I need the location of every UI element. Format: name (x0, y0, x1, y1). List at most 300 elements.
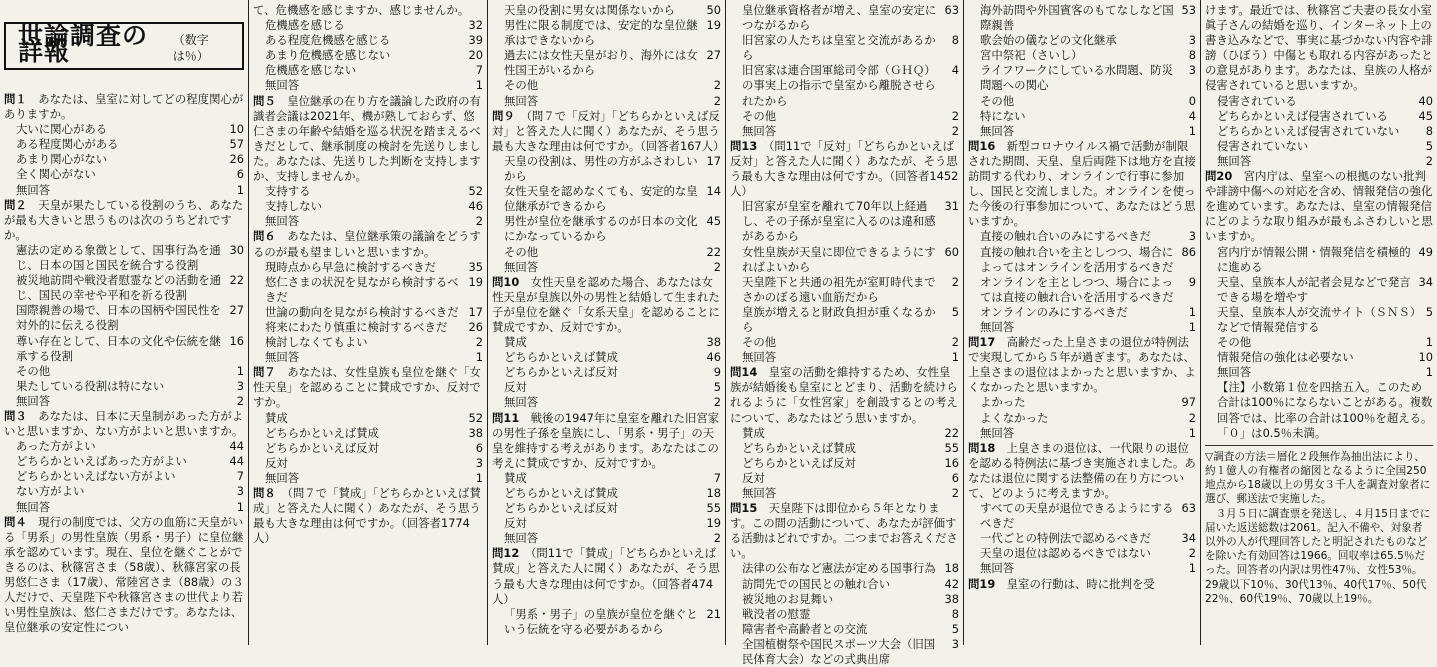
answer-label: ある程度関心がある (16, 137, 119, 152)
answer-percent: 2 (713, 259, 721, 274)
question-text (4, 198, 244, 243)
answer-row (968, 395, 1196, 410)
answer-percent: 3 (1188, 229, 1196, 244)
question-text (730, 365, 959, 425)
answer-label: 海外訪問や外国賓客のもてなしなど国際親善 (980, 3, 1174, 33)
answer-row (492, 94, 721, 109)
answer-row (4, 303, 244, 333)
answer-percent: 2 (951, 274, 959, 289)
answer-row (968, 3, 1196, 33)
answer-percent: 2 (1425, 153, 1433, 168)
answer-row (492, 18, 721, 48)
answer-label: 現時点から早急に検討するべきだ (265, 259, 436, 274)
answer-row (730, 109, 959, 124)
page-title: 世論調査の詳報 (18, 21, 149, 66)
answer-percent: 46 (706, 350, 721, 365)
answer-row (968, 546, 1196, 561)
answer-row (730, 561, 959, 576)
answer-percent: 38 (944, 591, 959, 606)
answer-percent: 14 (706, 184, 721, 199)
question-text (4, 409, 244, 439)
answer-percent: 45 (1418, 108, 1433, 123)
answer-row (730, 441, 959, 456)
answer-label: 賛成 (265, 410, 288, 425)
question-text (968, 335, 1196, 395)
question-number: 問13 (730, 138, 758, 153)
answer-label: 無回答 (16, 182, 51, 197)
answer-row (1205, 335, 1433, 350)
answer-label: 無回答 (742, 123, 777, 138)
answer-label: あった方がよい (16, 439, 96, 454)
answer-label: どちらかといえばあった方がよい (16, 454, 187, 469)
answer-percent: 0 (1188, 93, 1196, 108)
question-body: 女性天皇を認めた場合、あなたは女性天皇が皇族以外の男性と結婚して生まれた子が皇位を継ぐ「女系天皇」を認めることに賛成ですか、反対ですか。 (492, 274, 720, 334)
answer-label: どちらかといえば賛成 (742, 440, 856, 455)
answer-row (253, 426, 483, 441)
answer-percent: 2 (713, 78, 721, 93)
answer-label: 無回答 (265, 350, 300, 365)
answer-percent: 5 (1425, 304, 1433, 319)
answer-row (492, 3, 721, 18)
answer-percent: 1 (475, 350, 483, 365)
answer-label: どちらかといえば反対 (504, 501, 618, 516)
answer-percent: 32 (468, 18, 483, 33)
answer-label: 無回答 (265, 470, 300, 485)
question-text (492, 546, 721, 606)
answer-percent: 52 (468, 410, 483, 425)
question-body: 新型コロナウイルス禍で活動が制限された期間、天皇、皇后両陛下は地方を直接訪問する代わり、オンラインで行事に参加し、国民と交流しました。オンラインを使った今後の行事参加について、あなたはどう思いますか。 (968, 138, 1196, 229)
answer-row (4, 152, 244, 167)
answer-row (730, 63, 959, 108)
answer-label: 宮内庁が情報公開・情報発信を積極的に進める (1217, 244, 1411, 274)
answer-label: 国際親善の場で、日本の国柄や国民性を対外的に伝える役割 (16, 303, 221, 333)
answer-row (492, 78, 721, 93)
answer-row (730, 335, 959, 350)
answer-row (730, 456, 959, 471)
answer-label: どちらかといえば賛成 (265, 425, 379, 440)
question-number: 問４ (4, 514, 27, 529)
answer-label: 憲法の定める象徴として、国事行為を通じ、日本の国と国民を統合する役割 (16, 242, 221, 273)
answer-label: 直接の触れ合いのみにするべきだ (980, 229, 1151, 244)
answer-label: 天皇の退位は認めるべきではない (980, 546, 1151, 561)
answer-row (492, 365, 721, 380)
answer-label: どちらかといえば反対 (742, 455, 856, 470)
question-body: 天皇が果たしている役割のうち、あなたが最も大きいと思うものは次のうちどれですか。 (4, 197, 244, 242)
answer-row (730, 486, 959, 501)
answer-row (1205, 350, 1433, 365)
question-number: 問12 (492, 546, 520, 561)
answer-label: 賛成 (504, 335, 527, 350)
answer-label: 旧宮家が皇室を離れて70年以上経過し、その子孫が皇室に入るのは違和感があるから (742, 199, 936, 244)
answer-percent: 35 (468, 259, 483, 274)
answer-label: 女性天皇を認めなくても、安定的な皇位継承ができるから (504, 184, 698, 214)
answer-percent: 8 (1188, 48, 1196, 63)
answer-percent: 20 (468, 48, 483, 63)
answer-label: 女性皇族が天皇に即位できるようにすればよいから (742, 244, 936, 274)
question-text (253, 365, 483, 410)
answer-row (1205, 305, 1433, 335)
question-number: 問９ (492, 108, 515, 123)
answer-percent: 2 (951, 335, 959, 350)
column-4 (725, 0, 963, 667)
answer-row (1205, 245, 1433, 275)
answer-row (730, 245, 959, 275)
answer-label: 危機感を感じる (265, 18, 345, 33)
answer-label: その他 (16, 363, 51, 378)
question-body: て、危機感を感じますか、感じませんか。 (253, 3, 470, 17)
answer-percent: 22 (706, 244, 721, 259)
question-number: 問20 (1205, 169, 1233, 184)
answer-row (492, 395, 721, 410)
question-list-6 (1205, 3, 1433, 380)
answer-row (730, 305, 959, 335)
answer-row (968, 411, 1196, 426)
question-number: 問16 (968, 138, 996, 153)
question-text (968, 441, 1196, 501)
answer-label: 世論の動向を見ながら検討するべきだ (265, 304, 459, 319)
answer-row (730, 350, 959, 365)
answer-row (730, 33, 959, 63)
answer-label: 戦没者の慰霊 (742, 606, 811, 621)
question-text (253, 3, 483, 18)
question-number: 問１ (4, 92, 27, 106)
answer-label: 反対 (504, 516, 527, 531)
question-list-2 (253, 3, 483, 546)
answer-label: その他 (980, 93, 1015, 108)
question-number: 問19 (968, 576, 996, 591)
question-body: あなたは、皇位継承策の議論をどうするのが最も望ましいと思いますか。 (253, 229, 481, 259)
answer-row (730, 275, 959, 305)
answer-percent: 8 (1425, 123, 1433, 138)
answer-row (253, 33, 483, 48)
column-6 (1200, 0, 1437, 645)
answer-row (492, 501, 721, 516)
answer-row (730, 124, 959, 139)
answer-label: 侵害されていない (1217, 138, 1309, 153)
answer-percent: 26 (229, 152, 244, 167)
answer-percent: 6 (475, 440, 483, 455)
answer-percent: 17 (468, 304, 483, 319)
question-number: 問18 (968, 440, 996, 455)
answer-row (253, 335, 483, 350)
answer-percent: 1 (951, 350, 959, 365)
answer-percent: 57 (229, 137, 244, 152)
answer-row (492, 48, 721, 78)
answer-row (4, 439, 244, 454)
question-text (492, 275, 721, 335)
question-text (253, 94, 483, 185)
answer-percent: 18 (944, 561, 959, 576)
answer-label: 訪問先での国民との触れ合い (742, 576, 891, 591)
answer-row (253, 214, 483, 229)
answer-percent: 63 (944, 3, 959, 17)
answer-label: よかった (980, 395, 1026, 410)
question-text (492, 411, 721, 471)
survey-method-1: ▽調査の方法＝層化２段無作為抽出法により、約１億人の有権者の縮図となるように全国250地点から18歳以上の男女３千人を調査対象者に選び、郵送法で実施した。 (1205, 450, 1431, 506)
answer-row (4, 364, 244, 379)
answer-percent: 19 (706, 18, 721, 33)
answer-percent: 5 (1425, 138, 1433, 153)
question-text (968, 577, 1196, 592)
answer-label: 無回答 (265, 78, 300, 93)
answer-row (968, 124, 1196, 139)
answer-row (253, 441, 483, 456)
question-list-5 (968, 3, 1196, 592)
answer-percent: 2 (713, 395, 721, 410)
answer-percent: 52 (468, 184, 483, 199)
answer-row (253, 184, 483, 199)
answer-row (4, 122, 244, 137)
column-2 (248, 0, 487, 645)
answer-label: 皇族が増えると財政負担が重くなるから (742, 304, 936, 334)
answer-row (968, 229, 1196, 244)
answer-percent: 39 (468, 33, 483, 48)
answer-label: 無回答 (504, 531, 539, 546)
question-number: 問３ (4, 408, 27, 423)
answer-label: 賛成 (742, 425, 765, 440)
answer-label: ライフワークにしている水問題、防災問題への関心 (980, 63, 1173, 93)
answer-row (968, 33, 1196, 48)
answer-label: 全く関心がない (16, 167, 96, 182)
answer-label: 無回答 (1217, 365, 1252, 380)
answer-row (968, 561, 1196, 576)
answer-row (492, 260, 721, 275)
answer-label: 宮中祭祀（さいし） (980, 48, 1083, 63)
answer-percent: 2 (951, 123, 959, 138)
answer-label: 反対 (504, 380, 527, 395)
answer-row (730, 199, 959, 244)
answer-percent: 49 (1418, 244, 1433, 259)
question-body: けます。最近では、秋篠宮ご夫妻の長女小室眞子さんの結婚を巡り、インターネット上の書き込みなどで、事実に基づかない内容や誹謗（ひぼう）中傷とも取れる内容があったとの意見があります。あなたは、皇族の人格が侵害されていると思いますか。 (1205, 3, 1433, 93)
answer-label: どちらかといえば侵害されていない (1217, 123, 1400, 138)
column-5 (963, 0, 1200, 645)
question-list-4 (730, 3, 959, 667)
answer-row (253, 48, 483, 63)
answer-row (492, 486, 721, 501)
question-body: 天皇陛下は即位から５年となります。この間の活動について、あなたが評価する活動はどれですか。二つまでお答えください。 (730, 501, 958, 561)
answer-percent: 8 (951, 33, 959, 48)
answer-row (4, 334, 244, 364)
answer-percent: 26 (468, 319, 483, 334)
answer-row (730, 471, 959, 486)
question-body: （問11で「反対」「どちらかといえば反対」と答えた人に聞く）あなたが、そう思う最も大きな理由は何ですか。（回答者1452人） (730, 138, 959, 199)
answer-percent: 6 (236, 167, 244, 182)
answer-label: ある程度危機感を感じる (265, 33, 391, 48)
question-body: 戦後の1947年に皇室を離れた旧宮家の男性子孫を皇族にし、「男系・男子」の天皇を維持する考えがあります。あなたはこの考えに賛成ですか、反対ですか。 (492, 410, 720, 470)
answer-percent: 31 (944, 199, 959, 214)
answer-percent: 1 (1188, 123, 1196, 138)
answer-percent: 18 (706, 486, 721, 500)
answer-label: 反対 (742, 470, 765, 485)
answer-label: よくなかった (980, 410, 1049, 425)
answer-row (730, 577, 959, 592)
answer-label: 無回答 (980, 425, 1015, 440)
answer-percent: 16 (229, 333, 244, 348)
answer-label: 無回答 (504, 259, 539, 274)
answer-percent: 6 (951, 470, 959, 485)
question-text (253, 486, 483, 546)
answer-label: 天皇、皇族本人が交流サイト（ＳＮＳ）などで情報発信する (1217, 304, 1416, 334)
answer-row (253, 63, 483, 78)
question-list-1 (4, 92, 244, 635)
footnote: 【注】小数第１位を四捨五入。このため合計は100％にならないことがある。複数回答では、比率の合計は100％を超える。「０」は0.5％未満。 (1217, 380, 1433, 440)
answer-percent: 3 (1188, 33, 1196, 48)
question-number: 問17 (968, 335, 996, 350)
question-list-3 (492, 3, 725, 637)
page-subtitle: （数字は％） (172, 33, 209, 63)
answer-label: 男性が皇位を継承するのが日本の文化にかなっているから (504, 214, 698, 244)
answer-row (968, 501, 1196, 531)
answer-percent: 42 (944, 576, 959, 591)
question-text (492, 108, 725, 154)
answer-row (492, 531, 721, 546)
question-body: 上皇さまの退位は、一代限りの退位を認める特例法に基づき実施されました。あなたは退位に関する法整備の在り方について、どのように考えますか。 (968, 440, 1196, 500)
answer-row (4, 484, 244, 499)
answer-label: 一代ごとの特例法で認めるべきだ (980, 531, 1151, 546)
answer-row (1205, 109, 1433, 124)
answer-row (968, 531, 1196, 546)
answer-label: 無回答 (265, 214, 300, 229)
answer-label: あまり危機感を感じない (265, 48, 391, 63)
answer-row (253, 78, 483, 93)
question-text (1205, 169, 1433, 244)
answer-label: どちらかといえば賛成 (504, 350, 618, 365)
answer-percent: 2 (236, 393, 244, 408)
answer-label: 旧宮家の人たちは皇室と交流があるから (742, 33, 936, 63)
question-number: 問５ (253, 93, 276, 108)
answer-row (968, 63, 1196, 93)
answer-percent: 34 (1418, 274, 1433, 289)
answer-percent: 16 (944, 455, 959, 470)
answer-percent: 1 (1188, 304, 1196, 319)
answer-label: すべての天皇が退位できるようにするべきだ (980, 501, 1174, 531)
question-number: 問15 (730, 501, 758, 516)
answer-percent: 45 (706, 214, 721, 229)
column-3 (487, 0, 725, 645)
answer-row (1205, 365, 1433, 380)
question-text (253, 229, 483, 259)
column-1 (0, 0, 248, 645)
question-text (4, 92, 244, 122)
answer-label: その他 (504, 78, 539, 93)
answer-row (1205, 124, 1433, 139)
answer-percent: 2 (951, 486, 959, 500)
survey-method-box (1205, 445, 1433, 606)
answer-row (968, 320, 1196, 335)
answer-label: 無回答 (504, 93, 539, 108)
answer-row (730, 3, 959, 33)
answer-row (4, 469, 244, 484)
answer-percent: 50 (706, 3, 721, 17)
answer-percent: 63 (1181, 501, 1196, 516)
answer-percent: 27 (706, 48, 721, 63)
answer-percent: 2 (713, 93, 721, 108)
title-frame (4, 22, 244, 69)
answer-label: どちらかといえば反対 (504, 365, 618, 380)
question-body: （問７で「賛成」「どちらかといえば賛成」と答えた人に聞く）あなたが、そう思う最も大きな理由は何ですか。（回答者1774人） (253, 486, 481, 546)
answer-percent: 2 (1188, 410, 1196, 425)
survey-method-2: ３月５日に調査票を発送し、４月15日までに届いた返送総数は2061。記入不備や、対象者以外の人が代理回答したと明記されたものなどを除いた有効回答は1966。回収率は65.5％だった。回答者の内訳は男性47％、女性53％。29歳以下10％、30代13％、40代17％、50代22％、60代19％、70歳以上19％。 (1205, 507, 1431, 605)
answer-percent: 2 (475, 214, 483, 229)
answer-label: ない方がよい (16, 484, 85, 499)
answer-row (730, 592, 959, 607)
answer-percent: 2 (475, 335, 483, 350)
answer-percent: 22 (229, 273, 244, 288)
answer-percent: 17 (706, 153, 721, 168)
answer-percent: 9 (713, 365, 721, 380)
answer-row (4, 394, 244, 409)
answer-label: 無回答 (504, 395, 539, 410)
answer-label: 皇位継承資格者が増え、皇室の安定につながるから (742, 3, 937, 33)
question-number: 問６ (253, 229, 276, 244)
question-number: 問11 (492, 410, 520, 425)
answer-row (4, 183, 244, 198)
answer-label: 特にない (980, 108, 1026, 123)
answer-label: 障害者や高齢者との交流 (742, 621, 868, 636)
answer-percent: 3 (236, 484, 244, 499)
answer-percent: 9 (1188, 274, 1196, 289)
answer-percent: 2 (951, 108, 959, 123)
answer-percent: 7 (713, 470, 721, 485)
answer-label: 歌会始の儀などの文化継承 (980, 33, 1117, 48)
answer-label: 悠仁さまの状況を見ながら検討するべきだ (265, 274, 459, 304)
answer-label: 法律の公布など憲法が定める国事行為 (742, 561, 936, 576)
answer-percent: 38 (468, 425, 483, 440)
answer-label: 被災地のお見舞い (742, 591, 834, 606)
answer-label: オンラインを主としつつ、場合によっては直接の触れ合いを活用するべきだ (980, 274, 1174, 304)
answer-percent: 3 (951, 636, 959, 651)
answer-row (968, 275, 1196, 305)
answer-row (968, 305, 1196, 320)
answer-row (730, 607, 959, 622)
answer-label: 無回答 (980, 123, 1015, 138)
answer-percent: 3 (475, 455, 483, 470)
question-number: 問14 (730, 365, 758, 380)
answer-percent: 10 (229, 122, 244, 137)
answer-label: 無回答 (980, 561, 1015, 576)
answer-row (492, 214, 721, 244)
answer-row (968, 48, 1196, 63)
question-body: （問11で「賛成」「どちらかといえば賛成」と答えた人に聞く）あなたが、そう思う最も大きな理由は何ですか。（回答者474人） (492, 546, 720, 606)
answer-percent: 55 (944, 440, 959, 455)
question-text (968, 139, 1196, 230)
answer-percent: 3 (236, 378, 244, 393)
answer-row (253, 199, 483, 214)
answer-percent: 1 (1188, 319, 1196, 334)
answer-label: 無回答 (980, 319, 1015, 334)
answer-label: あまり関心がない (16, 152, 108, 167)
answer-percent: 2 (1188, 546, 1196, 561)
question-number: 問８ (253, 486, 276, 500)
answer-percent: 2 (713, 531, 721, 546)
answer-label: 天皇陛下と共通の祖先が室町時代までさかのぼる遠い血筋だから (742, 274, 936, 304)
answer-label: どちらかといえばない方がよい (16, 469, 176, 484)
question-number: 問10 (492, 274, 520, 289)
answer-label: 天皇の役割に男女は関係ないから (504, 3, 675, 17)
answer-row (4, 379, 244, 394)
answer-percent: 1 (236, 499, 244, 514)
question-text (4, 515, 244, 636)
answer-percent: 22 (944, 425, 959, 440)
answer-row (492, 335, 721, 350)
answer-label: 無回答 (16, 393, 51, 408)
answer-label: 情報発信の強化は必要ない (1217, 350, 1354, 365)
answer-label: その他 (742, 335, 777, 350)
answer-percent: 19 (468, 274, 483, 289)
question-body: （問７で「反対」「どちらかといえば反対」と答えた人に聞く）あなたが、そう思う最も大きな理由は何ですか。（回答者167人） (492, 108, 725, 153)
answer-row (968, 109, 1196, 124)
answer-row (1205, 275, 1433, 305)
